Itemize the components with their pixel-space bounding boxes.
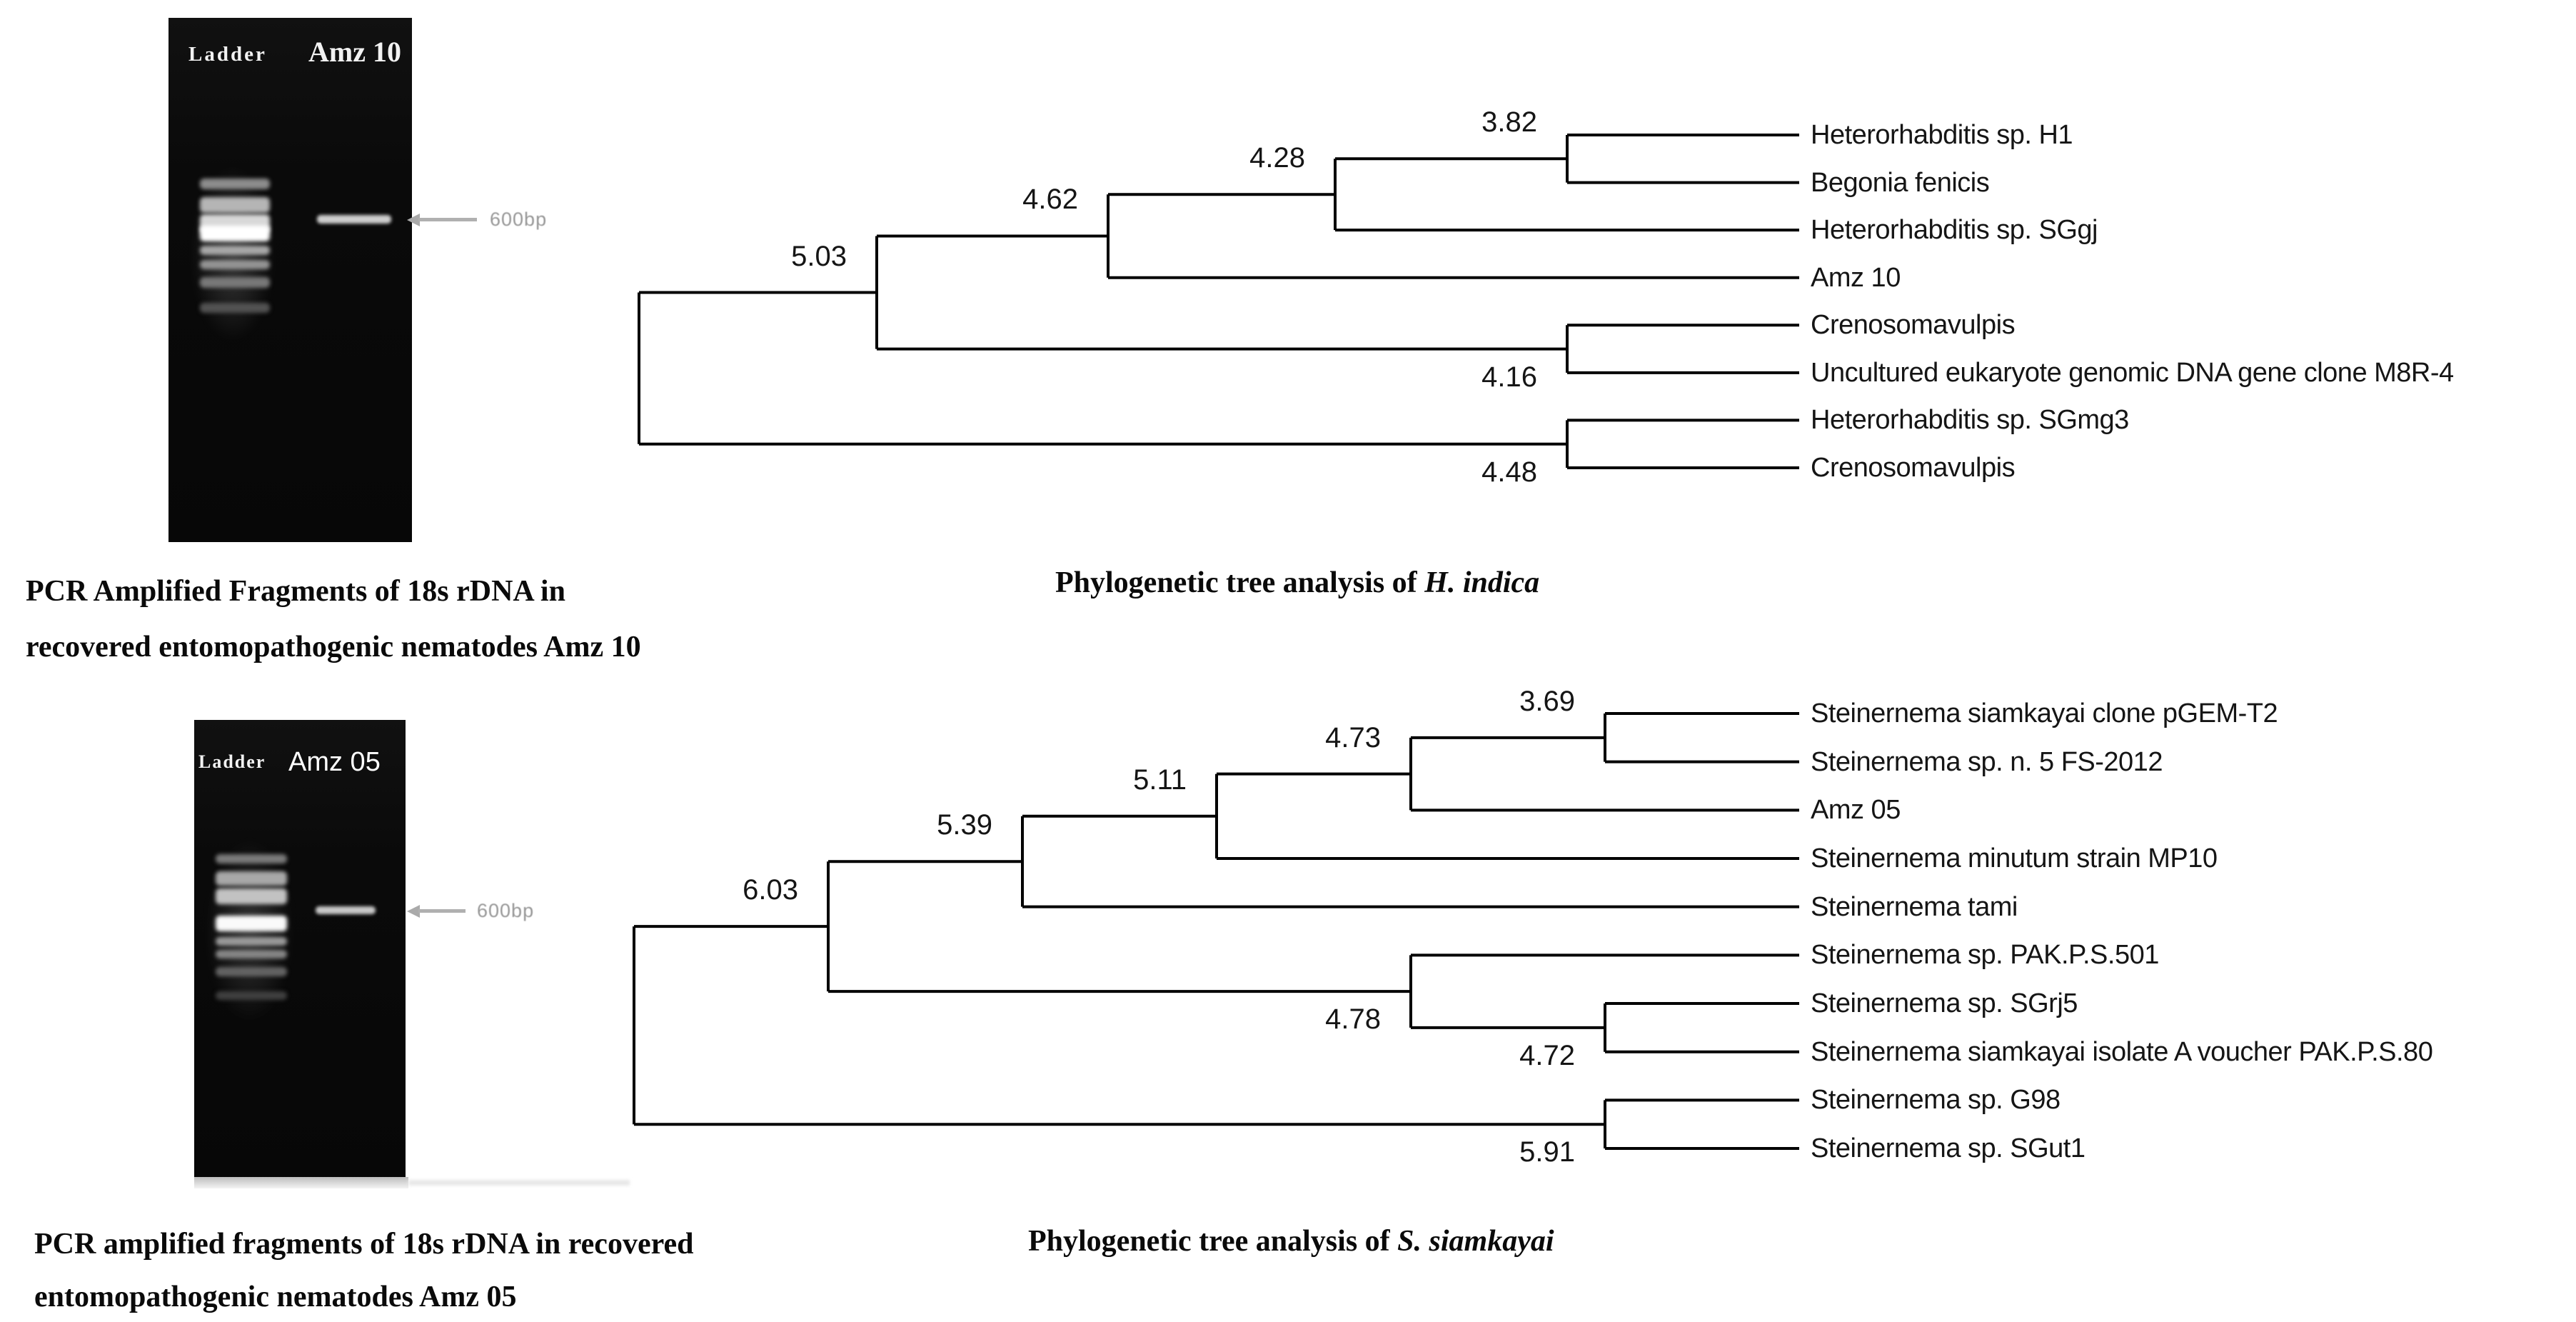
taxon-label: Steinernema tami	[1811, 891, 2018, 922]
marker-size-label: 600bp	[477, 900, 535, 921]
branch-support-value: 4.48	[1481, 456, 1537, 488]
branch-support-value: 3.69	[1519, 685, 1575, 717]
branch-support-value: 4.28	[1249, 142, 1305, 174]
gel2-caption-line2: entomopathogenic nematodes Amz 05	[34, 1281, 517, 1313]
branch-support-value: 5.39	[937, 809, 992, 841]
taxon-label: Amz 05	[1811, 795, 1901, 826]
taxon-label: Steinernema siamkayai isolate A voucher PAK.P.S.80	[1811, 1036, 2433, 1067]
branch-support-value: 3.82	[1481, 106, 1537, 139]
tree1-caption-prefix: Phylogenetic tree analysis of	[1055, 566, 1425, 599]
taxon-label: Steinernema sp. G98	[1811, 1085, 2061, 1116]
taxon-label: Heterorhabditis sp. H1	[1811, 120, 2073, 150]
taxon-label: Heterorhabditis sp. SGmg3	[1811, 405, 2129, 436]
tree1-caption-species: H. indica	[1424, 566, 1540, 599]
branch-support-value: 4.16	[1481, 361, 1537, 393]
lane-label-ladder: Ladder	[198, 751, 266, 772]
taxon-label: Steinernema siamkayai clone pGEM-T2	[1811, 698, 2278, 728]
lane-label-ladder: Ladder	[188, 43, 267, 66]
lane-label-amz05: Amz 05	[288, 747, 381, 777]
branch-support-value: 5.11	[1133, 763, 1187, 796]
taxon-label: Steinernema sp. n. 5 FS-2012	[1811, 746, 2163, 777]
taxon-label: Steinernema minutum strain MP10	[1811, 843, 2218, 873]
marker-size-label: 600bp	[490, 209, 548, 230]
tree2-caption-species: S. siamkayai	[1397, 1225, 1554, 1258]
taxon-label: Uncultured eukaryote genomic DNA gene clone M8R-4	[1811, 357, 2454, 388]
taxon-label: Crenosomavulpis	[1811, 310, 2016, 341]
branch-support-value: 5.91	[1519, 1136, 1575, 1168]
taxon-label: Steinernema sp. PAK.P.S.501	[1811, 940, 2159, 971]
branch-support-value: 4.62	[1022, 184, 1078, 216]
tree2-caption	[1028, 1224, 1554, 1258]
taxon-label: Begonia fenicis	[1811, 167, 1990, 198]
gel1-caption-line2: recovered entomopathogenic nematodes Amz 10	[26, 631, 641, 663]
branch-support-value: 6.03	[743, 874, 798, 906]
gel2-caption-line1: PCR amplified fragments of 18s rDNA in recovered	[34, 1228, 694, 1261]
tree2-caption-prefix: Phylogenetic tree analysis of	[1028, 1225, 1398, 1258]
taxon-label: Amz 10	[1811, 262, 1901, 293]
branch-support-value: 4.78	[1325, 1003, 1381, 1036]
taxon-label: Crenosomavulpis	[1811, 452, 2016, 483]
branch-support-value: 5.03	[791, 240, 847, 272]
lane-label-amz10: Amz 10	[308, 36, 401, 68]
gel1-caption-line1: PCR Amplified Fragments of 18s rDNA in	[26, 575, 565, 608]
branch-support-value: 4.73	[1325, 721, 1381, 753]
branch-support-value: 4.72	[1519, 1039, 1575, 1071]
taxon-label: Steinernema sp. SGrj5	[1811, 988, 2078, 1019]
taxon-label: Steinernema sp. SGut1	[1811, 1133, 2086, 1164]
taxon-label: Heterorhabditis sp. SGgj	[1811, 215, 2098, 246]
